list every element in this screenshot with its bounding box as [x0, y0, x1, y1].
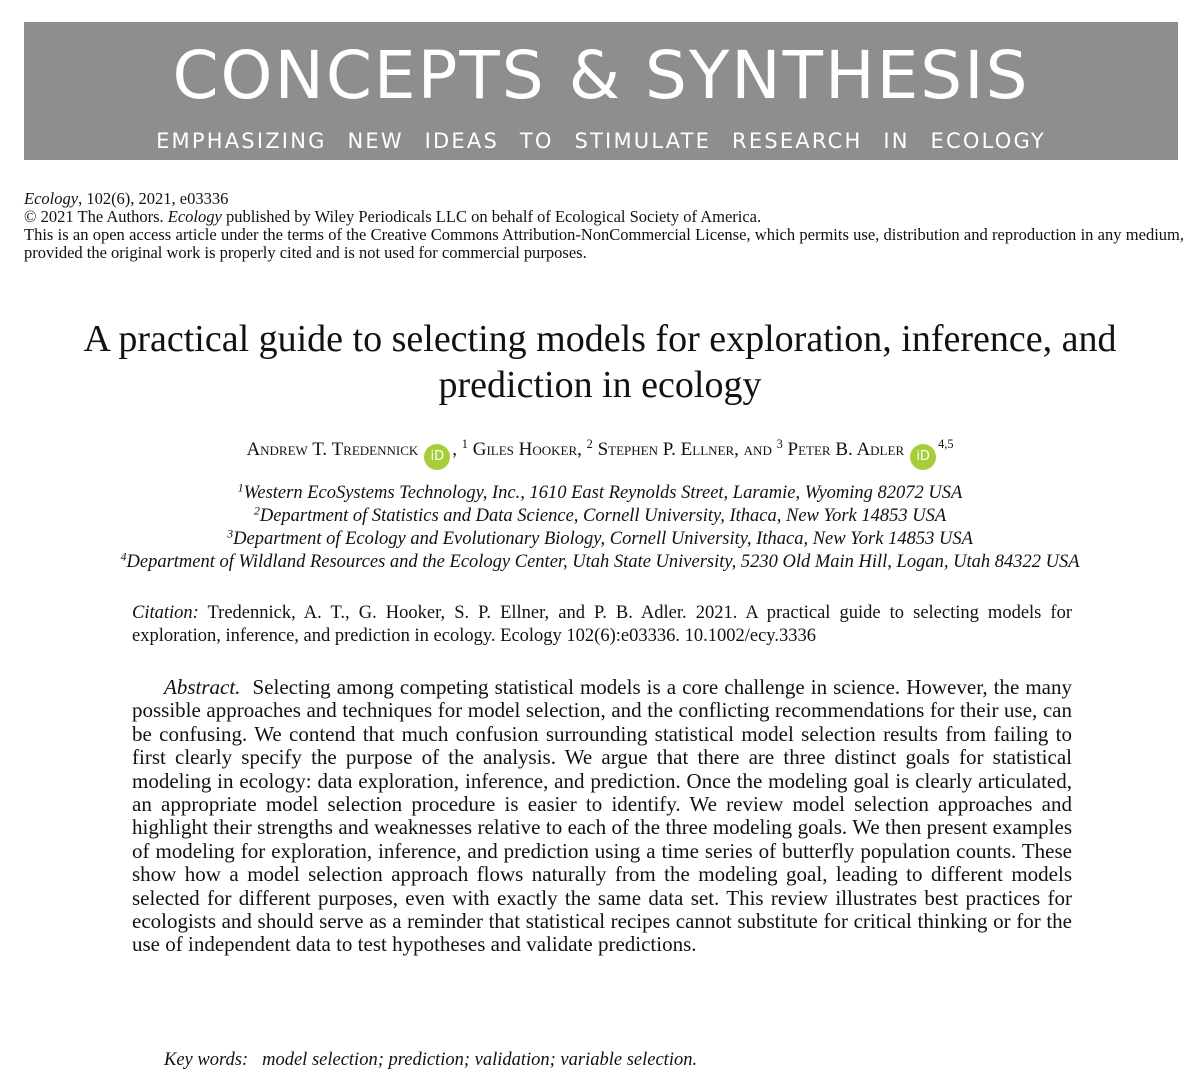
affiliation-number: 3 — [227, 526, 234, 541]
affiliation-number: 2 — [253, 503, 260, 518]
author-affil-ref: 2 — [586, 437, 593, 452]
keywords-label: Key words: — [164, 1050, 249, 1070]
section-banner — [24, 22, 1178, 160]
author-name: Stephen P. Ellner — [597, 439, 735, 460]
license-text: This is an open access article under the terms of the Creative Commons Attribution-NonCommercial License, which permits use, distribution and reproduction in any medium, provided the original work is properly cited and is not used for commercial purposes. — [24, 225, 1184, 262]
affiliation — [0, 551, 1200, 574]
abstract-text: Selecting among competing statistical models is a core challenge in science. However, the many possible approaches and techniques for model selection, and the conflicting recommendations for their use, can be confusing. We contend that much confusion surrounding statistical model selection results from failing to first clearly specify the purpose of the analysis. We argue that there are three distinct goals for statistical modeling in ecology: data exploration, inference, and prediction. Once the modeling goal is clearly articulated, an appropriate model selection procedure is easier to identify. We review model selection approaches and highlight their strengths and weaknesses relative to each of the three modeling goals. We then present examples of modeling for exploration, inference, and prediction using a time series of butterfly population counts. These show how a model selection approach flows naturally from the modeling goal, leading to different models selected for different purposes, even with exactly the same data set. This review illustrates best practices for ecologists and should serve as a reminder that statistical recipes cannot substitute for critical thinking or for the use of independent data to test hypotheses and validate predictions. — [132, 675, 1072, 957]
citation — [132, 602, 1072, 648]
author-separator: , — [452, 439, 462, 460]
copyright-prefix: © 2021 The Authors. — [24, 207, 168, 226]
journal-issue: , 102(6), 2021, e03336 — [78, 189, 229, 208]
affiliation — [0, 482, 1200, 505]
copyright-line — [24, 208, 1184, 226]
copyright-journal: Ecology — [167, 207, 222, 226]
copyright-suffix: published by Wiley Periodicals LLC on behalf of Ecological Society of America. — [221, 207, 762, 226]
author-list — [0, 436, 1200, 470]
citation-label: Citation: — [132, 603, 199, 623]
affiliation-text: Department of Wildland Resources and the Ecology Center, Utah State University, 5230 Old Main Hill, Logan, Utah 84322 USA — [126, 552, 1080, 572]
keywords — [164, 1049, 697, 1071]
author-affil-ref: 3 — [776, 437, 783, 452]
abstract — [132, 676, 1072, 957]
publication-meta — [24, 190, 1184, 262]
affiliation-number: 4 — [120, 549, 127, 564]
article-title: A practical guide to selecting models for exploration, inference, and prediction in ecology — [83, 318, 1117, 406]
banner-subtitle: EMPHASIZING NEW IDEAS TO STIMULATE RESEARCH IN ECOLOGY — [156, 129, 1046, 153]
author-name: Giles Hooker — [472, 439, 578, 460]
author-affil-ref: 1 — [461, 437, 468, 452]
affiliation — [0, 528, 1200, 551]
keywords-text: model selection; prediction; validation; variable selection. — [262, 1050, 698, 1070]
affiliation-text: Department of Ecology and Evolutionary Biology, Cornell University, Ithaca, New York 14853 USA — [233, 529, 973, 549]
affiliation — [0, 505, 1200, 528]
banner-title: CONCEPTS & SYNTHESIS — [172, 37, 1030, 114]
orcid-icon[interactable]: iD — [910, 444, 936, 470]
author-name: Andrew T. Tredennick — [246, 439, 419, 460]
author-separator: , and — [734, 439, 777, 460]
citation-text: Tredennick, A. T., G. Hooker, S. P. Ellner, and P. B. Adler. 2021. A practical guide to selecting models for exploration, inference, and prediction in ecology. Ecology 102(6):e03336. 10.1002/ecy.3336 — [132, 603, 1072, 646]
affiliation-number: 1 — [237, 480, 244, 495]
affiliation-text: Department of Statistics and Data Science, Cornell University, Ithaca, New York 14853 USA — [259, 506, 947, 526]
affiliation-text: Western EcoSystems Technology, Inc., 1610 East Reynolds Street, Laramie, Wyoming 82072 USA — [243, 483, 963, 503]
author-separator: , — [577, 439, 587, 460]
journal-name: Ecology — [24, 189, 79, 208]
author-name: Peter B. Adler — [787, 439, 905, 460]
journal-line — [24, 190, 1184, 208]
affiliation-list — [0, 482, 1200, 574]
author-affil-ref: 4,5 — [938, 437, 954, 452]
abstract-label: Abstract. — [164, 675, 241, 699]
orcid-icon[interactable]: iD — [424, 444, 450, 470]
